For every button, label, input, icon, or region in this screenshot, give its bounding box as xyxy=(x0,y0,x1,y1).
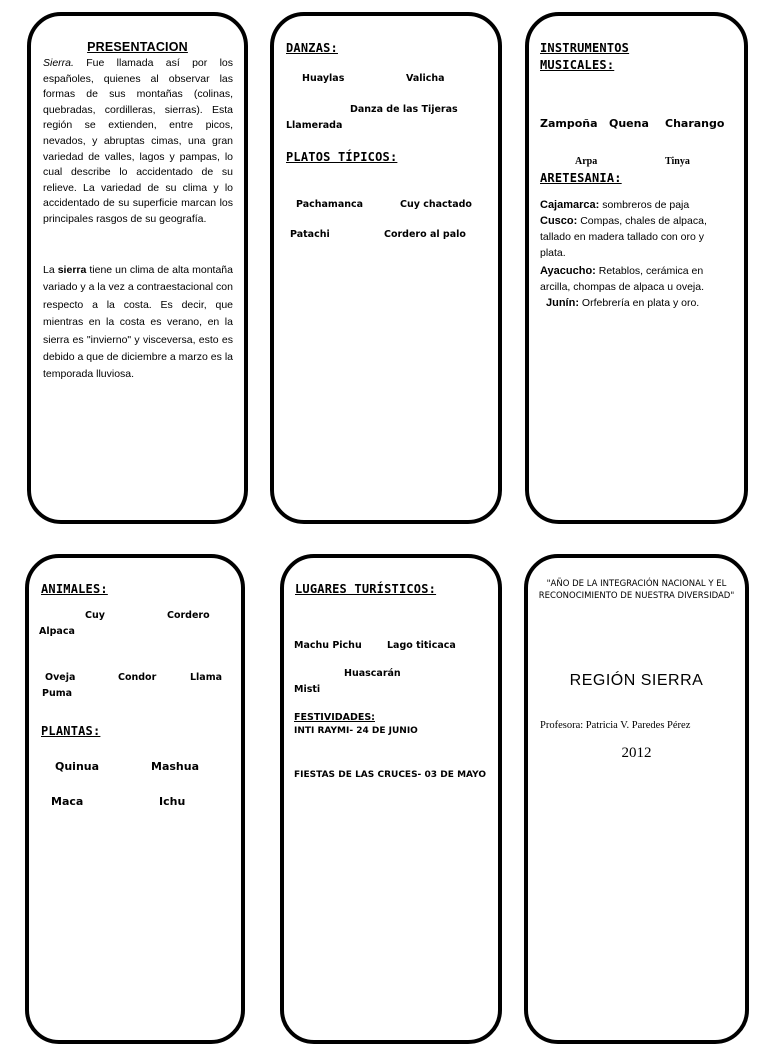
artesania-place: Cajamarca: xyxy=(540,199,600,211)
artesania-text: Retablos, cerámica en arcilla, chompas de alpaca u oveja. xyxy=(540,265,705,293)
panel-instrumentos-artesania xyxy=(525,12,748,524)
platos-title: PLATOS TÍPICOS: xyxy=(286,150,398,164)
instrumento-item: Quena xyxy=(609,117,649,130)
animal-item: Llama xyxy=(190,672,223,683)
artesania-entry xyxy=(540,263,730,295)
panel-presentacion xyxy=(27,12,248,524)
artesania-text: sombreros de paja xyxy=(599,199,690,211)
lugares-title: LUGARES TURÍSTICOS: xyxy=(295,582,437,596)
artesania-place: Junín: xyxy=(546,297,579,309)
planta-item: Maca xyxy=(51,795,84,808)
lugar-item: Lago titicaca xyxy=(387,640,456,651)
animal-item: Cuy xyxy=(85,610,105,621)
danza-item: Llamerada xyxy=(286,120,343,131)
plato-item: Patachi xyxy=(290,229,330,240)
instrumento-item: Tinya xyxy=(665,156,690,167)
presentacion-paragraph-2 xyxy=(43,262,233,384)
presentacion-p2-pre: La xyxy=(43,264,58,276)
artesania-title: ARETESANIA: xyxy=(540,171,622,185)
plato-item: Cordero al palo xyxy=(384,229,466,240)
instrumento-item: Zampoña xyxy=(540,117,598,130)
presentacion-p2-text: tiene un clima de alta montaña variado y a la vez a contraestacional con respecto a la costa. Es decir, que mientras en la costa es verano, en la sierra es "invierno" y visceversa, esto es debido a que de diciembre a marzo es la temporada lluviosa. xyxy=(43,264,233,381)
portada-motto: "AÑO DE LA INTEGRACIÓN NACIONAL Y EL RECONOCIMIENTO DE NUESTRA DIVERSIDAD" xyxy=(538,579,735,601)
danza-item: Danza de las Tijeras xyxy=(350,104,458,115)
presentacion-title: PRESENTACION xyxy=(87,40,188,54)
portada-year: 2012 xyxy=(621,745,652,761)
lugar-item: Machu Pichu xyxy=(294,640,362,651)
artesania-entry xyxy=(546,295,730,311)
panel-animales-plantas xyxy=(25,554,245,1044)
animal-item: Alpaca xyxy=(39,626,75,637)
artesania-place: Ayacucho: xyxy=(540,265,596,277)
portada-teacher: Profesora: Patricia V. Paredes Pérez xyxy=(540,720,691,731)
festividad-item: INTI RAYMI- 24 DE JUNIO xyxy=(294,726,418,736)
presentacion-p2-bold: sierra xyxy=(57,264,87,276)
animal-item: Oveja xyxy=(45,672,76,683)
animales-title: ANIMALES: xyxy=(41,582,108,596)
artesania-entry xyxy=(540,213,730,261)
lugar-item: Huascarán xyxy=(344,668,401,679)
plato-item: Cuy chactado xyxy=(400,199,472,210)
danza-item: Valicha xyxy=(406,73,445,84)
instrumentos-title-2: MUSICALES: xyxy=(540,58,615,72)
panel-danzas-platos xyxy=(270,12,502,524)
portada-title: REGIÓN SIERRA xyxy=(569,672,704,689)
planta-item: Mashua xyxy=(151,760,200,773)
artesania-list xyxy=(540,197,730,311)
artesania-text: Compas, chales de alpaca, tallado en madera tallado con oro y plata. xyxy=(540,215,707,259)
artesania-text: Orfebrería en plata y oro. xyxy=(579,297,700,309)
instrumento-item: Charango xyxy=(665,117,725,130)
animal-item: Condor xyxy=(118,672,157,683)
planta-item: Ichu xyxy=(159,795,186,808)
artesania-place: Cusco: xyxy=(540,215,578,227)
danza-item: Huaylas xyxy=(302,73,345,84)
animal-item: Cordero xyxy=(167,610,210,621)
festividad-item: FIESTAS DE LAS CRUCES- 03 DE MAYO xyxy=(294,770,486,780)
festividades-title: FESTIVIDADES: xyxy=(294,712,375,723)
planta-item: Quinua xyxy=(55,760,100,773)
plato-item: Pachamanca xyxy=(296,199,364,210)
plantas-title: PLANTAS: xyxy=(41,724,101,738)
instrumento-item: Arpa xyxy=(575,156,598,167)
danzas-title: DANZAS: xyxy=(286,41,338,55)
presentacion-lead: Sierra. xyxy=(43,57,74,69)
artesania-entry xyxy=(540,197,730,213)
panel-portada xyxy=(524,554,749,1044)
instrumentos-title-1: INSTRUMENTOS xyxy=(540,41,630,55)
lugar-item: Misti xyxy=(294,684,321,695)
panel-lugares-festividades xyxy=(280,554,502,1044)
animal-item: Puma xyxy=(42,688,73,699)
presentacion-p1-text: Fue llamada así por los españoles, quienes al observar las formas de sus montañas (colinas, quebradas, cordilleras, sierras). Esta región se extienden, entre picos, nevados, y abruptas cimas, una gran variedad de valles, lagos y pampas, lo cual describe lo accidentado de su relieve. La variedad de su clima y lo accidentado de su superficie marcan los principales rasgos de su geografía. xyxy=(43,57,233,225)
presentacion-paragraph-1 xyxy=(43,56,233,228)
